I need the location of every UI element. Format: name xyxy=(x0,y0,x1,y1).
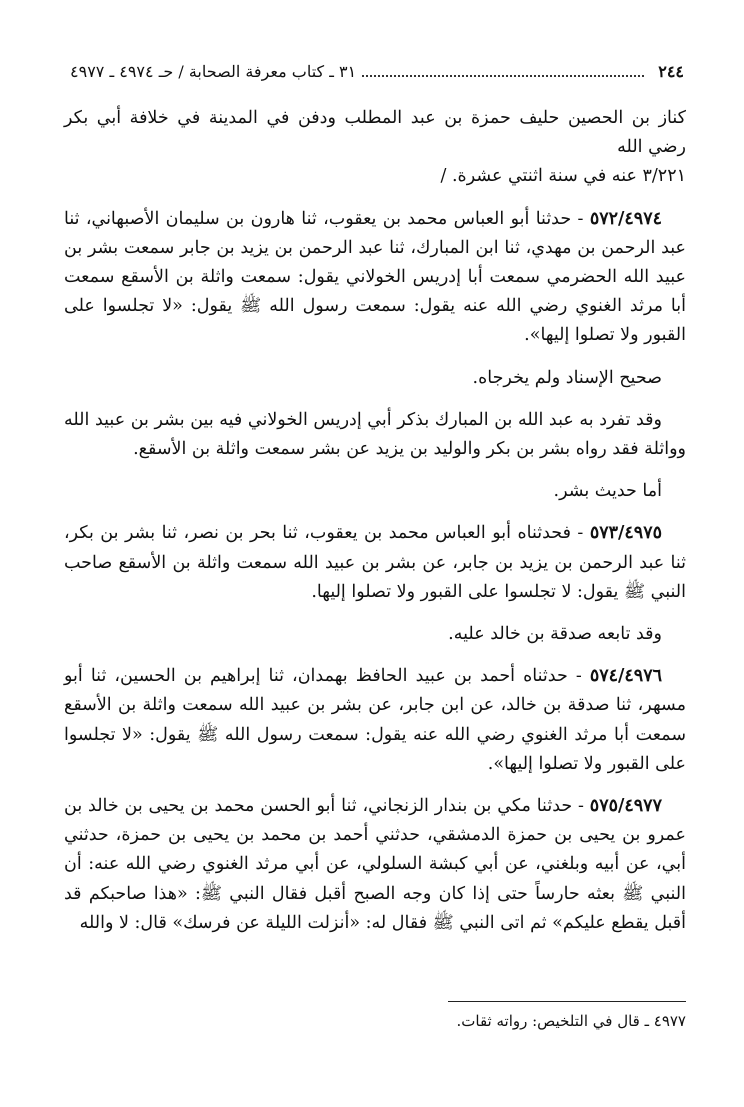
hadith-number: ٥٧٢/٤٩٧٤ xyxy=(589,208,662,229)
hadith-text: - حدثنا مكي بن بندار الزنجاني، ثنا أبو الحسن محمد بن يحيى بن خالد بن عمرو بن يحيى بن حمزة الدمشقي، حدثني أحمد بن محمد بن يحيى بن حمزة، حدثني أبي، عن أبيه وبلغني، عن أبي كبشة السلولي، عن أبي مرثد الغنوي رضي الله عنه: أن النبي ﷺ بعثه حارساً حتى إذا كان وجه الصبح أقبل فقال النبي ﷺ: «هذا صاحبكم قد أقبل يقطع عليكم» ثم اتى النبي ﷺ فقال له: «أنزلت الليلة عن فرسك» قال: لا والله xyxy=(64,796,686,933)
footnote-divider xyxy=(448,1001,686,1002)
commentary: أما حديث بشر. xyxy=(553,481,662,502)
hadith-text: - حدثنا أبو العباس محمد بن يعقوب، ثنا هارون بن سليمان الأصبهاني، ثنا عبد الرحمن بن مهدي، ثنا ابن المبارك، ثنا عبد الرحمن بن يزيد بن جابر سمعت بشر بن عبيد الله الحضرمي سمعت أبا إدريس الخولاني يقول: سمعت واثلة بن الأسقع سمعت أبا مرثد الغنوي رضي الله عنه يقول: سمعت رسول الله ﷺ يقول: «لا تجلسوا على القبور ولا تصلوا إليها». xyxy=(64,208,686,346)
text-line: عنه في سنة اثنتي عشرة. / xyxy=(440,166,637,187)
hadith-4974 xyxy=(64,205,686,351)
text-line: كناز بن الحصين حليف حمزة بن عبد المطلب ودفن في المدينة في خلافة أبي بكر رضي الله xyxy=(64,108,686,158)
hadith-text: - حدثناه أحمد بن عبيد الحافظ بهمدان، ثنا إبراهيم بن الحسين، ثنا أبو مسهر، ثنا صدقة بن خالد، عن ابن جابر، عن بشر بن عبيد الله سمعت واثلة بن الأسقع سمعت أبا مرثد الغنوي رضي الله عنه يقول: سمعت رسول الله ﷺ يقول: «لا تجلسوا على القبور ولا تصلوا إليها». xyxy=(64,666,686,774)
margin-reference: ٣/٢٢١ xyxy=(642,166,686,187)
hadith-text: - فحدثناه أبو العباس محمد بن يعقوب، ثنا بحر بن نصر، ثنا بشر بن بكر، ثنا عبد الرحمن بن يزيد بن جابر، عن بشر بن عبيد الله سمعت واثلة بن الأسقع صاحب النبي ﷺ يقول: لا تجلسوا على القبور ولا تصلوا إليها. xyxy=(64,523,686,602)
hadith-number: ٥٧٥/٤٩٧٧ xyxy=(589,796,662,817)
commentary: صحيح الإسناد ولم يخرجاه. xyxy=(472,367,662,388)
hadith-number: ٥٧٣/٤٩٧٥ xyxy=(589,523,662,544)
footnote: ٤٩٧٧ ـ قال في التلخيص: رواته ثقات. xyxy=(456,1012,686,1030)
commentary: وقد تابعه صدقة بن خالد عليه. xyxy=(448,624,662,645)
running-title: ٣١ ـ كتاب معرفة الصحابة / حـ ٤٩٧٤ ـ ٤٩٧٧ xyxy=(70,61,357,81)
page-body xyxy=(64,104,686,938)
hadith-4976 xyxy=(64,662,686,779)
paragraph-continuation xyxy=(64,104,686,192)
running-header xyxy=(70,58,684,84)
page-number: ٢٤٤ xyxy=(658,61,684,81)
hadith-4977 xyxy=(64,792,686,938)
commentary: وقد تفرد به عبد الله بن المبارك بذكر أبي إدريس الخولاني فيه بين بشر بن عبيد الله وواثلة فقد رواه بشر بن بكر والوليد بن يزيد عن بشر سمعت واثلة بن الأسقع. xyxy=(64,409,686,460)
hadith-4975 xyxy=(64,519,686,607)
header-dotted-leader xyxy=(362,65,644,77)
hadith-number: ٥٧٤/٤٩٧٦ xyxy=(589,666,662,687)
